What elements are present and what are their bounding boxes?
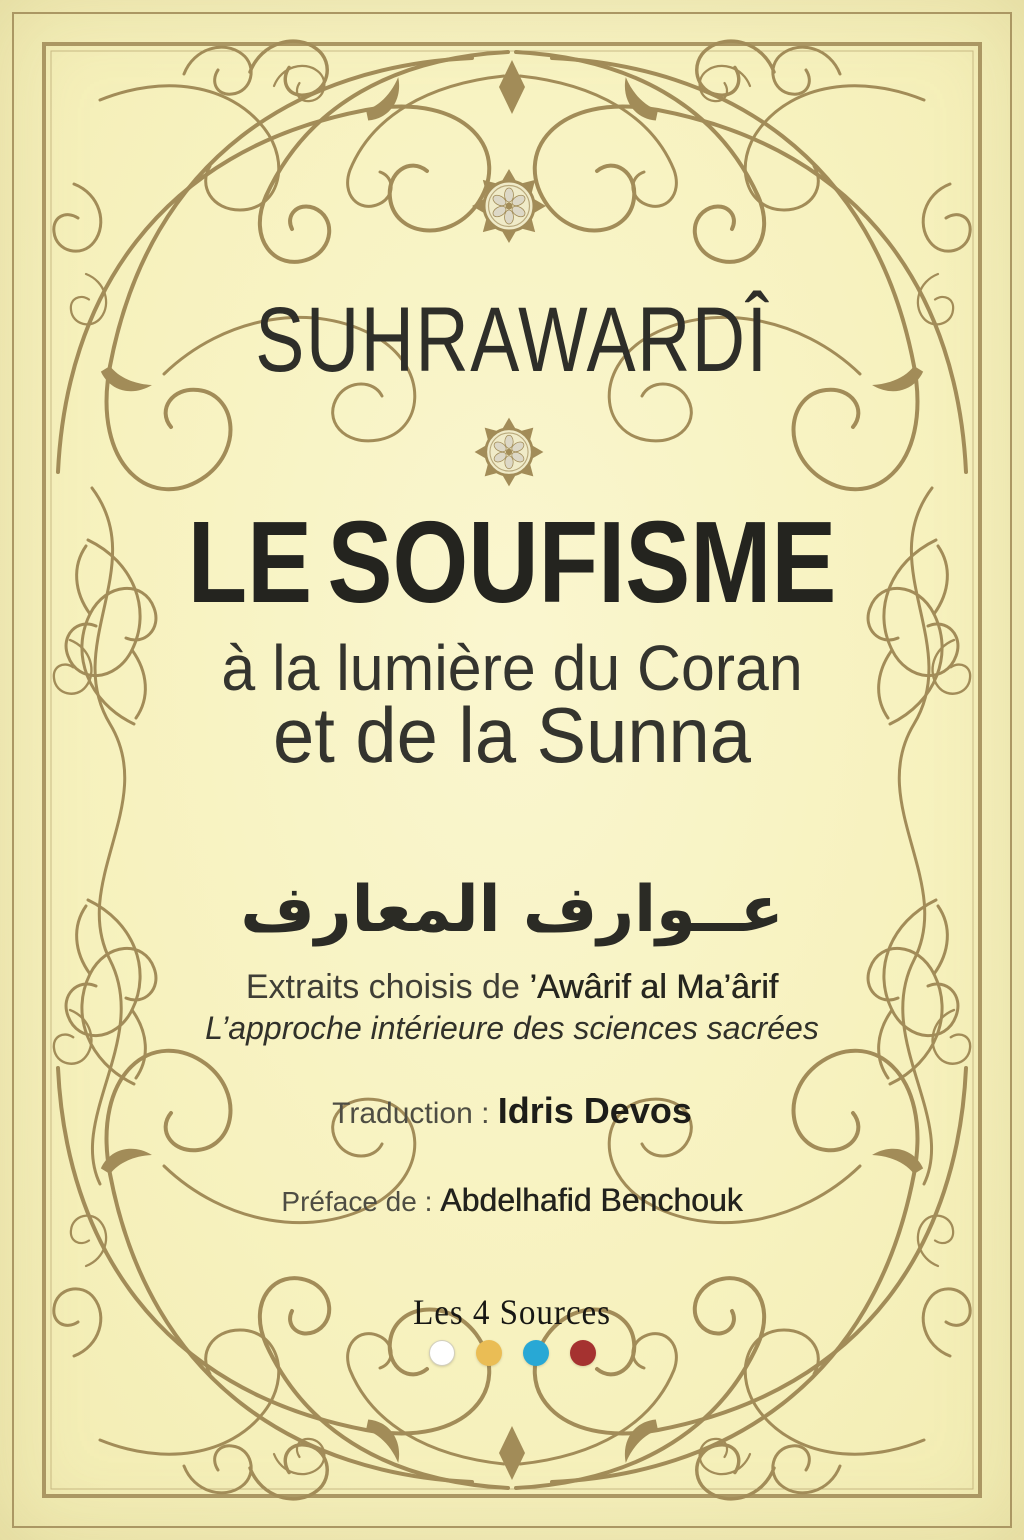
subtitle-line-1: à la lumière du Coran <box>221 632 803 704</box>
rosette-medallion-top-icon <box>472 169 546 243</box>
preface-label: Préface de : <box>281 1186 441 1217</box>
preface-author-name: Abdelhafid Benchouk <box>440 1182 743 1218</box>
arabic-title: عــوارف المعارف <box>240 873 784 947</box>
author-name: SUHRAWARDÎ <box>255 289 769 391</box>
publisher-dot-blue-icon <box>523 1340 549 1366</box>
translation-credit <box>0 1090 1024 1132</box>
excerpt-line <box>0 968 1024 1007</box>
publisher-name: Les 4 Sources <box>413 1292 611 1332</box>
excerpt-work-title: ’Awârif al Ma’ârif <box>529 968 779 1006</box>
publisher-dot-red-icon <box>570 1340 596 1366</box>
publisher-dot-white-icon <box>429 1340 455 1366</box>
publisher-logo-dots <box>0 1340 1024 1366</box>
tagline: L’approche intérieure des sciences sacrées <box>205 1010 819 1046</box>
translation-label: Traduction : <box>332 1097 498 1130</box>
translator-name: Idris Devos <box>497 1090 692 1131</box>
book-title: LE SOUFISME <box>187 497 837 627</box>
excerpt-prefix: Extraits choisis de <box>245 968 530 1006</box>
publisher-dot-gold-icon <box>476 1340 502 1366</box>
rosette-medallion-middle-icon <box>475 418 544 487</box>
subtitle-line-2: et de la Sunna <box>273 691 751 779</box>
preface-credit <box>0 1182 1024 1219</box>
